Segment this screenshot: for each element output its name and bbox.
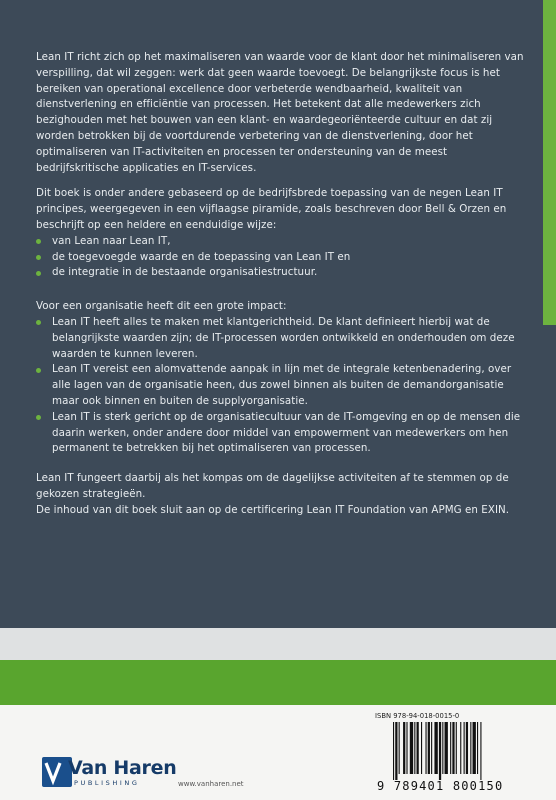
list-item: van Lean naar Lean IT, [36,234,532,250]
barcode-bar [417,722,419,774]
barcode-bar [442,722,443,774]
barcode-bar [452,722,454,774]
bullet-icon [36,368,41,373]
bullet-icon [36,415,41,420]
barcode-bar [480,722,481,780]
bullet-icon [36,239,41,244]
list-item: de toegevoegde waarde en de toepassing van Lean IT en [36,250,532,266]
barcode-bar [410,722,413,774]
list-item: Lean IT vereist een alomvattende aanpak in lijn met de integrale ketenbenadering, over alle lagen van de organisatie heen, dus zowel binnen als buiten de demandorganisatie maar ook binnen en buiten de supplyorganisatie. [36,362,532,409]
barcode-bar [428,722,430,774]
grey-band [0,628,556,660]
bullet-icon [36,320,41,325]
barcode-bar [434,722,437,774]
barcode-bar [466,722,468,774]
barcode-bar [445,722,448,774]
barcode-bar [399,722,400,774]
publisher-sub: PUBLISHING [74,779,140,787]
barcode-bar [464,722,465,774]
barcode-digits: 9 789401 800150 [377,779,504,793]
closing-line-1: Lean IT fungeert daarbij als het kompas om de dagelijkse activiteiten af te stemmen op de gekozen strategieën. [36,472,509,500]
impact-list [36,315,532,457]
list-item: de integratie in de bestaande organisatiestructuur. [36,265,532,281]
bullet-icon [36,255,41,260]
list-item: Lean IT heeft alles te maken met klantgerichtheid. De klant definieert hierbij wat de belangrijkste waarden zijn; de IT-processen worden ontwikkeld en onderhouden om deze waarden te kunnen leveren. [36,315,532,362]
list-item: Lean IT is sterk gericht op de organisatiecultuur van de IT-omgeving en op de mensen die daarin werken, onder andere door middel van empowerment van medewerkers om hen permanent te betrekken bij het optimaliseren van processen. [36,410,532,457]
barcode-bar [431,722,432,774]
bullet-icon [36,271,41,276]
green-edge-tab [543,0,556,325]
publisher-name: Van Haren [68,757,177,779]
barcode-bar [477,722,478,774]
isbn-label: ISBN 978-94-018-0015-0 [375,712,460,720]
impact-intro: Voor een organisatie heeft dit een grote impact: [36,300,287,313]
basis-list [36,234,532,281]
barcode-bar [395,722,397,780]
barcode-icon [392,722,516,780]
barcode-bar [393,722,394,780]
back-cover-text [36,50,532,529]
closing-line-2: De inhoud van dit boek sluit aan op de certificering Lean IT Foundation van APMG en EXIN. [36,503,510,516]
barcode-bar [470,722,471,774]
barcode-bar [403,722,405,774]
barcode-bar [460,722,461,774]
barcode-bar [450,722,451,774]
barcode-bar [456,722,457,774]
barcode-bar [439,722,441,780]
publisher-website: www.vanharen.net [178,780,244,788]
basis-paragraph: Dit boek is onder andere gebaseerd op de bedrijfsbrede toepassing van de negen Lean IT principes, weergegeven in een vijflaagse piramide, zoals beschreven door Bell & Orzen en beschrijft op een heldere en eenduidige wijze: [36,187,507,231]
green-band [0,660,556,705]
intro-paragraph: Lean IT richt zich op het maximaliseren van waarde voor de klant door het minimaliseren van verspilling, dat wil zeggen: werk dat geen waarde toevoegt. De belangrijkste focus is het bereiken van operational excellence door verbeterde wendbaarheid, kwaliteit van dienstverlening en efficiëntie van processen. Het betekent dat alle medewerkers zich bezighouden met het bouwen van een klant- en waardegeoriënteerde cultuur en dat zij worden betrokken bij de voortdurende verbetering van de dienstverlening, door het optimaliseren van IT-activiteiten en processen ter ondersteuning van de meest bedrijfskritische applicaties en IT-services. [36,51,524,174]
barcode-bar [406,722,407,774]
barcode-bar [421,722,422,774]
publisher-logo [42,757,177,791]
barcode-bar [414,722,415,774]
barcode-bar [473,722,476,774]
barcode-bar [425,722,426,774]
